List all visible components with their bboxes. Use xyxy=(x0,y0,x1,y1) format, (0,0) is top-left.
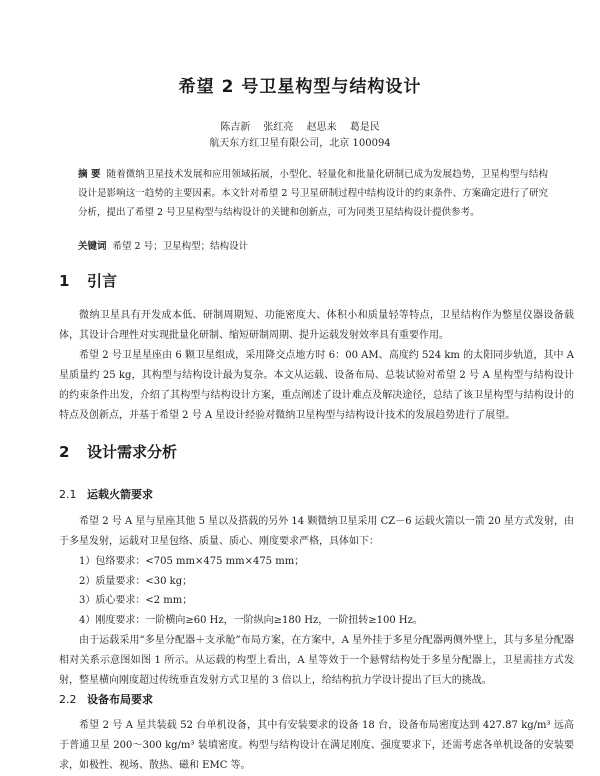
subsection-heading-2-2 xyxy=(59,691,153,707)
subsection-title: 设备布局要求 xyxy=(87,693,153,706)
affiliation: 航天东方红卫星有限公司，北京 100094 xyxy=(209,138,391,149)
paragraph: 希望 2 号卫星星座由 6 颗卫星组成，采用降交点地方时 6：00 AM、高度约 524 km 的太阳同步轨道，其中 A 星质量约 25 kg，其构型与结构设计最为复杂。本文从运载、设备布局、总装试验对希望 2 号 A 星构型与结构设计的约束条件出发，介绍了其构型与结构设计方案，重点阐述了设计难点及解决途径，总结了该卫星构型与结构设计的特点及创新点，并基于希望 2 号 A 星设计经验对微纳卫星构型与结构设计技术的发展趋势进行了展望。 xyxy=(59,350,574,421)
abstract xyxy=(78,165,548,222)
requirements-list xyxy=(79,552,569,630)
section-number: 1 xyxy=(59,272,70,290)
paragraph: 希望 2 号 A 星与星座其他 5 星以及搭载的另外 14 颗微纳卫星采用 CZ－6 运载火箭以一箭 20 星方式发射，由于多星发射，运载对卫星包络、质量、质心、刚度要求严格，具体如下： xyxy=(59,516,574,547)
subsection-heading-2-1 xyxy=(59,486,153,502)
keywords-label: 关键词 xyxy=(78,241,107,252)
list-item: 2）质量要求：<30 kg； xyxy=(79,575,193,587)
keywords xyxy=(78,238,548,252)
section-title: 设计需求分析 xyxy=(87,443,178,461)
subsection-number: 2.2 xyxy=(59,693,77,706)
abstract-label: 摘 要 xyxy=(78,169,101,180)
paragraph: 由于运载采用“多星分配器＋支承舱”布局方案，在方案中，A 星外挂于多星分配器两侧外壁上，其与多星分配器相对关系示意图如图 1 所示。从运载的构型上看出，A 星等效于一个悬臂结构处于多星分配器上，卫星需挂方式发射，整星横向刚度超过传统垂直发射方式卫星的 3 倍以上，给结构抗力学设计提出了巨大的挑战。 xyxy=(59,635,574,686)
section-heading-1 xyxy=(59,270,117,291)
list-item: 3）质心要求：<2 mm； xyxy=(79,595,193,607)
abstract-text: 随着微纳卫星技术发展和应用领域拓展，小型化、轻量化和批量化研制已成为发展趋势，卫星构型与结构设计是影响这一趋势的主要因素。本文针对希望 2 号卫星研制过程中结构设计的约束条件、方案确定进行了研究分析，提出了希望 2 号卫星构型与结构设计的关键和创新点，可为同类卫星结构设计提供参考。 xyxy=(78,169,548,218)
list-item: 4）刚度要求：一阶横向≥60 Hz，一阶纵向≥180 Hz，一阶扭转≥100 Hz。 xyxy=(79,614,423,626)
subsection-number: 2.1 xyxy=(59,488,77,501)
section-number: 2 xyxy=(59,443,70,461)
paragraph: 微纳卫星具有开发成本低、研制周期短、功能密度大、体积小和质量轻等特点，卫星结构作为整星仪器设备载体，其设计合理性对实现批量化研制、缩短研制周期、提升运载发射效率具有重要作用。 xyxy=(59,310,574,341)
author-list: 陈吉新 张红亮 赵思来 葛是民 xyxy=(220,122,380,133)
section-heading-2 xyxy=(59,441,177,462)
section-title: 引言 xyxy=(87,272,118,290)
paper-title: 希望 2 号卫星构型与结构设计 xyxy=(178,77,422,97)
keywords-text: 希望 2 号；卫星构型；结构设计 xyxy=(112,241,249,252)
list-item: 1）包络要求：<705 mm×475 mm×475 mm； xyxy=(79,556,305,567)
paragraph: 希望 2 号 A 星共装载 52 台单机设备，其中有安装要求的设备 18 台，设备布局密度达到 427.87 kg/m³ 远高于普通卫星 200～300 kg/m³ 装填密度。构型与结构设计在满足刚度、强度要求下，还需考虑各单机设备的安装要求，如极性、视场、散热、磁和 EMC 等。 xyxy=(59,720,574,771)
subsection-title: 运载火箭要求 xyxy=(87,488,153,501)
